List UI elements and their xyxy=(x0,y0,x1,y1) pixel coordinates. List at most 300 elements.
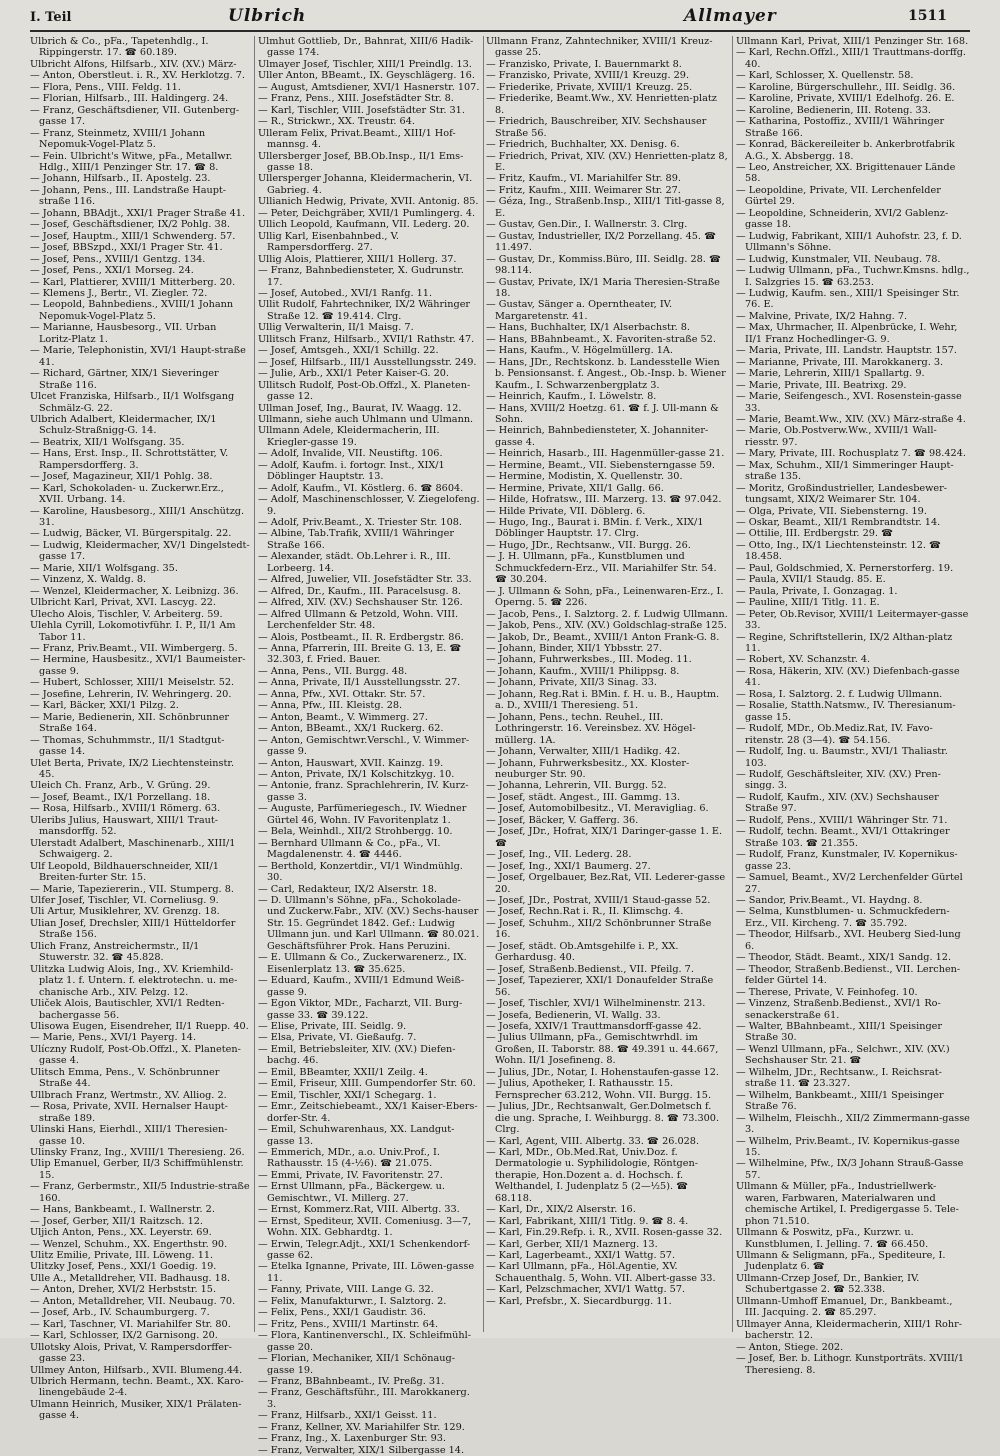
column-divider xyxy=(483,36,484,1332)
directory-entry: — Johanna, Lehrerin, VII. Burgg. 52. xyxy=(486,780,667,792)
directory-entry: — August, Amtsdiener, XVI/1 Hasnerstr. 107. xyxy=(258,81,480,93)
directory-entry: Ulip Emanuel, Gerber, II/3 Schiffmühlenstr. 15. xyxy=(30,1158,244,1181)
directory-entry: — Anton, Beamt., V. Wimmerg. 27. xyxy=(258,711,428,723)
directory-entry: Ullmann, siehe auch Uhlmann und Ulmann. xyxy=(258,413,474,425)
directory-entry: — Friedrich, Buchhalter, XX. Denisg. 6. xyxy=(486,139,680,151)
directory-entry: — Fein. Ulbricht's Witwe, pFa., Metallwr. Hdlg., XIII/1 Penzinger Str. 17. ☎ 8. xyxy=(30,150,233,173)
directory-entry: — Albine, Tab.Trafik, XVIII/1 Währinger Straße 166. xyxy=(258,528,454,551)
directory-entry: — Selma, Kunstblumen- u. Schmuckfedern-Erz., VII. Kircheng. 7. ☎ 35.792. xyxy=(736,906,950,929)
directory-entry: — Karl, Fin.29.Refp. i. R., XVII. Rosen-gasse 32. xyxy=(486,1227,723,1239)
directory-entry: Ulet Berta, Private, IX/2 Liechtensteinstr. 45. xyxy=(30,757,235,780)
directory-entry: — Anna, Private, II/1 Ausstellungsstr. 27. xyxy=(258,677,461,689)
directory-entry: Ulf Leopold, Bildhauerschneider, XII/1 Breiten-furter Str. 15. xyxy=(30,860,219,884)
directory-entry: Ullianich Hedwig, Private, XVII. Antonig. 85. xyxy=(258,196,479,208)
directory-entry: — Josef, städt. Ob.Amtsgehilfe i. P., XX. Gerhardusg. 40. xyxy=(486,940,679,964)
directory-entry: — Johann, Reg.Rat i. BMin. f. H. u. B., Hauptm. a. D., XVIII/1 Theresieng. 51. xyxy=(486,688,720,712)
directory-entry: — Josef, Schuhm., XII/2 Schönbrunner Straße 16. xyxy=(486,917,712,941)
directory-entry: — Anton, Dreher, XVI/2 Herbststr. 15. xyxy=(30,1284,217,1296)
directory-entry: — Walter, BBahnbeamt., XIII/1 Speisinger Straße 30. xyxy=(736,1020,943,1044)
directory-entry: — Josef, Amtsgeh., XXI/1 Schillg. 22. xyxy=(258,345,439,357)
directory-entry: — Karl, Schokoladen- u. Zuckerwr.Erz., XVII. Urbang. 14. xyxy=(30,482,224,506)
directory-entry: — Karl, Prefsbr., X. Siecardburgg. 11. xyxy=(486,1295,672,1307)
directory-entry: — Emmerich, MDr., a.o. Univ.Prof., I. Rathausstr. 15 (4-½6). ☎ 21.075. xyxy=(258,1146,440,1170)
directory-entry: — Marie, Beamt.Ww., XIV. (XV.) März-straße 4. xyxy=(736,413,966,425)
directory-entry: — Anna, Pfarrerin, III. Breite G. 13, E. ☎ 32.303, f. Fried. Bauer. xyxy=(258,643,462,666)
directory-entry: — Oskar, Beamt., XII/1 Rembrandtstr. 14. xyxy=(736,517,941,529)
directory-entry: — Alexander, städt. Ob.Lehrer i. R., III. Lorbeerg. 14. xyxy=(258,551,451,574)
directory-entry: — Rosalie, Statth.Natsmw., IV. Theresianum-gasse 15. xyxy=(736,700,956,723)
directory-entry: — Johann, Pens., III. Landstraße Haupt-straße 116. xyxy=(30,184,227,208)
directory-entry: — Karl, Rechn.Offzl., XIII/1 Trauttmans-dorffg. 40. xyxy=(736,47,966,70)
directory-entry: — Jakob, Pens., XIV. (XV.) Goldschlag-straße 125. xyxy=(486,620,727,632)
directory-entry: — Hans, JDr., Rechtskonz. b. Landesstelle Wien b. Pensionsanst. f. Angest., Ob.-Insp. b. Wiener Kaufm., I. Schwarzenbergplatz 3. xyxy=(486,356,726,391)
directory-entry: — Adolf, Kaufm., VI. Köstlerg. 6. ☎ 8604. xyxy=(258,482,464,494)
directory-entry: — Erwin, Telegr.Adjt., XXI/1 Schenkendorf-gasse 62. xyxy=(258,1238,471,1262)
directory-entry: — Max, Schuhm., XII/1 Simmeringer Haupt-straße 135. xyxy=(736,459,954,483)
directory-entry: Ulmann Heinrich, Musiker, XIX/1 Prälaten-gasse 4. xyxy=(30,1398,242,1422)
directory-entry: — Heinrich, Bahnbediensteter, X. Johanniter-gasse 4. xyxy=(486,425,709,448)
directory-entry: Uleribs Julius, Hauswart, XIII/1 Traut-mansdorffg. 52. xyxy=(30,814,219,838)
directory-entry: Ulbricht Karl, Privat, XVI. Lascyg. 22. xyxy=(30,597,217,609)
directory-entry: — Klemens J., Bertr., VI. Ziegler. 72. xyxy=(30,287,208,299)
directory-entry: — Karl, Gerber, XII/1 Maznerg. 13. xyxy=(486,1238,658,1250)
directory-entry: — Peter, Deichgräber, XVII/1 Pumlingerg. 4. xyxy=(258,207,476,219)
directory-entry: — Karl, Bäcker, XXI/1 Pilzg. 2. xyxy=(30,700,179,712)
column-3 xyxy=(486,36,728,1332)
directory-entry: — Adolf, Maschinenschlosser, V. Ziegelofeng. 9. xyxy=(258,494,480,517)
directory-entry: — Josefa, Bedienerin, VI. Wallg. 33. xyxy=(486,1009,661,1021)
directory-entry: — Franz, Hilfsarb., XXI/1 Geisst. 11. xyxy=(258,1410,437,1422)
directory-entry: — Hermine, Beamt., VII. Siebensterngasse 59. xyxy=(486,459,715,471)
directory-entry: Ullich Leopold, Kaufmann, VII. Lederg. 20. xyxy=(258,219,470,231)
directory-entry: — Wenzl Ullmann, pFa., Selchwr., XIV. (XV.) Sechshauser Str. 21. ☎ xyxy=(736,1043,950,1067)
directory-entry: — Josef, Tischler, XVI/1 Wilhelminenstr. 213. xyxy=(486,998,706,1010)
directory-entry: — Karl, Schlosser, X. Quellenstr. 58. xyxy=(736,70,914,82)
directory-entry: — Franz, Kellner, XV. Mariahilfer Str. 129. xyxy=(258,1421,465,1433)
directory-entry: — Ludwig, Kaufm. sen., XIII/1 Speisinger Str. 76. E. xyxy=(736,287,960,311)
directory-entry: — Heinrich, Kaufm., I. Löwelstr. 8. xyxy=(486,391,657,403)
directory-entry: Uller Anton, BBeamt., IX. Geyschlägerg. 16. xyxy=(258,70,475,82)
directory-entry: — Jacob, Pens., I. Salztorg. 2. f. Ludwig Ullmann. xyxy=(486,608,728,620)
directory-entry: — Karl, MDr., Ob.Med.Rat, Univ.Doz. f. Dermatologie u. Syphilidologie, Röntgen-therapie, Hon.Dozent a. d. Hochsch. f. Welthandel, I. Judenplatz 5 (2—½5). ☎ 68.118. xyxy=(486,1146,698,1204)
directory-entry: — Hans, BBahnbeamt., X. Favoriten-straße 52. xyxy=(486,333,716,345)
directory-entry: — Friederike, Beamt.Ww., XV. Henrietten-platz 8. xyxy=(486,93,717,116)
directory-entry: — Richard, Gärtner, XIX/1 Sieveringer Straße 116. xyxy=(30,368,219,391)
directory-entry: — Moritz, Großindustrieller, Landesbewer-tungsamt, XIX/2 Weimarer Str. 104. xyxy=(736,482,948,506)
directory-entry: — Adolf, Invalide, VII. Neustiftg. 106. xyxy=(258,448,443,460)
directory-entry: Uleich Ch. Franz, Arb., V. Grüng. 29. xyxy=(30,780,211,792)
directory-entry: — Leopoldine, Private, VII. Lerchenfelder Gürtel 29. xyxy=(736,184,941,208)
directory-entry: Ulíczny Rudolf, Post-Ob.Offzl., X. Planeten-gasse 4. xyxy=(30,1043,241,1067)
directory-entry: — J. Ullmann & Sohn, pFa., Leinenwaren-Erz., I. Operng. 5. ☎ 226. xyxy=(486,585,724,609)
directory-entry: — Alois, Postbeamt., II. R. Erdbergstr. 86. xyxy=(258,631,464,643)
directory-entry: — Gustav, Industrieller, IX/2 Porzellang. 45. ☎ 11.497. xyxy=(486,230,717,254)
page-number: 1511 xyxy=(908,8,947,24)
directory-entry: — Wilhelm, Fleischh., XII/2 Zimmermann-gasse 3. xyxy=(736,1112,970,1136)
directory-entry: Ulbricht Alfons, Hilfsarb., XIV. (XV.) März- xyxy=(30,58,237,70)
directory-entry: — Felix, Pens., XXI/1 Gaudistr. 36. xyxy=(258,1307,426,1319)
directory-entry: — Josef, JDr., Hofrat, XIX/1 Daringer-gasse 1. E. ☎ xyxy=(486,826,723,849)
directory-entry: — Hilde, Hofratsw., III. Marzerg. 13. ☎ 97.042. xyxy=(486,494,722,506)
directory-entry: — Josef, Tapezierer, XXI/1 Donaufelder Straße 56. xyxy=(486,975,714,998)
directory-entry: — Johann, Kaufm., XVIII/1 Philippsg. 8. xyxy=(486,665,680,677)
directory-entry: — Florian, Mechaniker, XII/1 Schönaug-gasse 19. xyxy=(258,1353,455,1376)
directory-entry: — Karl, Tischler, VIII. Josefstädter Str. 31. xyxy=(258,104,465,116)
directory-entry: — Rudolf, Kaufm., XIV. (XV.) Sechshauser Straße 97. xyxy=(736,791,939,815)
directory-entry: — E. Ullmann & Co., Zuckerwarenerz., IX. Eisenlerplatz 13. ☎ 35.625. xyxy=(258,952,467,975)
directory-entry: — Karl, Lagerbeamt., XXI/1 Wattg. 57. xyxy=(486,1250,676,1262)
directory-entry: — Ludwig Ullmann, pFa., Tuchwr.Kmsns. hdlg., I. Salzgries 15. ☎ 63.253. xyxy=(736,265,970,288)
directory-entry: — Ludwig, Kleidermacher, XV/1 Dingelstedt-gasse 17. xyxy=(30,539,250,563)
directory-entry: — Marie, Lehrerin, XIII/1 Spallartg. 9. xyxy=(736,368,925,380)
directory-entry: — Hermine, Hausbesitz., XVI/1 Baumeister-gasse 9. xyxy=(30,654,246,677)
directory-entry: — Theodor, Straßenb.Bedienst., VII. Lerchen-felder Gürtel 14. xyxy=(736,963,961,987)
column-divider xyxy=(732,36,733,1332)
directory-entry: — Heinrich, Hasarb., III. Hagenmüller-gasse 21. xyxy=(486,448,725,460)
directory-entry: — Bela, Weinhdl., XII/2 Strohbergg. 10. xyxy=(258,826,453,838)
directory-entry: — Emil, BBeamter, XXII/1 Zeilg. 4. xyxy=(258,1066,428,1078)
directory-entry: — Hans, XVIII/2 Hoetzg. 61. ☎ f. J. Ull-mann & Sohn. xyxy=(486,402,719,425)
directory-entry: Ulehla Cyrill, Lokomotivführ. I. P., II/1 Am Tabor 11. xyxy=(30,620,236,643)
directory-entry: — Emil, Tischler, XXI/1 Schegarg. 1. xyxy=(258,1089,437,1101)
directory-entry: — Wenzel, Schuhm., XX. Engerthstr. 90. xyxy=(30,1238,228,1250)
directory-entry: — Karl, Taschner, VI. Mariahilfer Str. 80. xyxy=(30,1318,231,1330)
directory-entry: Ulecho Alois, Tischler, V. Arbeiterg. 59. xyxy=(30,608,223,620)
directory-entry: — Marianne, Private, III. Marokkanerg. 3. xyxy=(736,356,944,368)
directory-entry: — Josef, Straßenb.Bedienst., VII. Pfeilg. 7. xyxy=(486,963,694,975)
directory-entry: — Hans, Erst. Insp., II. Schrottstätter, V. Rampersdorfferg. 3. xyxy=(30,448,229,471)
directory-entry: — Wilhelm, JDr., Rechtsanw., I. Reichsrat-straße 11. ☎ 23.327. xyxy=(736,1066,942,1090)
directory-entry: Ulerstadt Adalbert, Maschinenarb., XIII/1 Schwaigerg. 2. xyxy=(30,837,236,861)
directory-entry: — Josef, Rechn.Rat i. R., II. Klimschg. 4. xyxy=(486,906,684,918)
directory-entry: Ullmann-Umhoff Emanuel, Dr., Bankbeamt., III. Jacquing. 2. ☎ 85.297. xyxy=(736,1295,953,1319)
directory-entry: — Anton, Private, IX/1 Kolschitzkyg. 10. xyxy=(258,769,455,780)
directory-entry: — Josef, Hilfsarb., III/1 Ausstellungsstr. 249. xyxy=(258,356,477,368)
directory-entry: — Ludwig, Kunstmaler, VII. Neubaug. 78. xyxy=(736,253,941,265)
directory-entry: — Malvine, Private, IX/2 Hahng. 7. xyxy=(736,310,908,322)
directory-entry: — Hans, Bankbeamt., I. Wallnerstr. 2. xyxy=(30,1204,215,1216)
directory-entry: — Anton, Gemischtwr.Verschl., V. Wimmer-gasse 9. xyxy=(258,734,470,758)
directory-entry: Uljich Anton, Pens., XX. Leyerstr. 69. xyxy=(30,1227,212,1239)
directory-entry: — Emil, Friseur, XIII. Gumpendorfer Str. 60. xyxy=(258,1078,476,1090)
directory-entry: — Franz, BBahnbeamt., IV. Preßg. 31. xyxy=(258,1376,445,1388)
directory-entry: — Friedrich, Bauschreiber, XIV. Sechshauser Straße 56. xyxy=(486,116,707,139)
first-entry-heading: Ulbrich xyxy=(228,6,307,26)
directory-entry: — Max, Uhrmacher, II. Alpenbrücke, I. Wehr, II/1 Franz Hochedlinger-G. 9. xyxy=(736,322,958,345)
directory-entry: — Karoline, Bedienerin, III. Roteng. 33. xyxy=(736,104,931,116)
directory-entry: — Josef, Ing., VII. Lederg. 28. xyxy=(486,849,632,861)
directory-entry: — Auguste, Parfümeriegesch., IV. Wiedner Gürtel 46, Wohn. IV Favoritenplatz 1. xyxy=(258,803,467,826)
directory-entry: — Fritz, Pens., XVIII/1 Martinstr. 64. xyxy=(258,1318,439,1330)
directory-entry: — Franz, Geschäftsführ., III. Marokkanerg. 3. xyxy=(258,1387,470,1410)
directory-entry: — Karl, Agent, VIII. Albertg. 33. ☎ 26.028. xyxy=(486,1135,700,1147)
column-1 xyxy=(30,36,250,1422)
directory-entry: — Karoline, Private, XVIII/1 Edelhofg. 26. E. xyxy=(736,93,955,105)
column-divider xyxy=(254,36,255,1332)
directory-entry: — Josef, Ing., XXI/1 Baumerg. 27. xyxy=(486,860,651,872)
directory-entry: — J. H. Ullmann, pFa., Kunstblumen und Schmuckfedern-Erz., VII. Mariahilfer Str. 54. ☎ 30.204. xyxy=(486,551,717,586)
directory-entry: — Berthold, Konzertdir., VI/1 Windmühlg. 30. xyxy=(258,860,463,884)
directory-entry: — Karoline, Bürgerschullehr., III. Seidlg. 36. xyxy=(736,81,956,93)
directory-entry: — Franz, Ing., X. Laxenburger Str. 93. xyxy=(258,1433,446,1445)
directory-entry: — Johann, Fuhrwerksbesitz., XX. Kloster-neuburger Str. 90. xyxy=(486,757,690,780)
directory-entry: — Josef, Beamt., IX/1 Porzellang. 18. xyxy=(30,791,211,803)
directory-entry: — Emil, Schuhwarenhaus, XX. Landgut-gasse 13. xyxy=(258,1124,455,1147)
directory-entry: — Anna, Pens., VII. Burgg. 48. xyxy=(258,665,408,677)
directory-entry: — Flora, Pens., VIII. Feldg. 11. xyxy=(30,81,181,93)
directory-entry: — Josef, Pens., XVIII/1 Gentzg. 134. xyxy=(30,253,206,265)
directory-entry: — Wilhelmine, Pfw., IX/3 Johann Strauß-Gasse 57. xyxy=(736,1158,964,1181)
directory-entry: — Josef, Ber. b. Lithogr. Kunstporträts. XVIII/1 Theresieng. 8. xyxy=(736,1353,965,1376)
directory-entry: Ulmayer Josef, Tischler, XIII/1 Preindlg. 13. xyxy=(258,58,472,70)
directory-entry: — Maria, Private, III. Landstr. Hauptstr. 157. xyxy=(736,345,957,357)
directory-entry: — Egon Viktor, MDr., Facharzt, VII. Burg-gasse 33. ☎ 39.122. xyxy=(258,998,463,1021)
page-header xyxy=(0,0,1000,28)
directory-entry: — Alfred Ullmann & Petzold, Wohn. VIII. Lerchenfelder Str. 48. xyxy=(258,608,459,632)
directory-entry: — Anna, Pfw., XVI. Ottakr. Str. 57. xyxy=(258,688,426,700)
directory-entry: Ullmann-Crzep Josef, Dr., Bankier, IV. Schubertgasse 2. ☎ 52.338. xyxy=(736,1272,920,1296)
directory-entry: — Ludwig, Fabrikant, XIII/1 Auhofstr. 23, f. D. Ullmann's Söhne. xyxy=(736,230,962,254)
directory-entry: Ullitsch Rudolf, Post-Ob.Offzl., X. Planeten-gasse 12. xyxy=(258,379,471,403)
directory-entry: — Fritz, Kaufm., VI. Mariahilfer Str. 89. xyxy=(486,173,681,185)
directory-entry: Ullmayer Anna, Kleidermacherin, XIII/1 Rohr-bacherstr. 12. xyxy=(736,1318,963,1342)
directory-entry: — Karoline, Hausbesorg., XIII/1 Anschützg. 31. xyxy=(30,505,245,529)
directory-entry: — Adolf, Priv.Beamt., X. Triester Str. 108. xyxy=(258,517,462,529)
directory-entry: — Hans, Kaufm., V. Högelmüllerg. 1A. xyxy=(486,345,673,357)
directory-entry: — Hugo, Ing., Baurat i. BMin. f. Verk., XIX/1 Döblinger Hauptstr. 17. Clrg. xyxy=(486,517,704,540)
directory-entry: — Julius, JDr., Notar, I. Hohenstaufen-gasse 12. xyxy=(486,1066,719,1078)
directory-entry: Ullmey Anton, Hilfsarb., XVII. Blumeng.44. xyxy=(30,1364,243,1376)
directory-entry: — Beatrix, XII/1 Wolfsgang. 35. xyxy=(30,436,185,448)
directory-entry: — Pauline, XIII/1 Titlg. 11. E. xyxy=(736,597,880,609)
directory-entry: Ullig Verwalterin, II/1 Maisg. 7. xyxy=(258,322,414,334)
directory-entry: — Anton, Oberstleut. i. R., XV. Herklotzg. 7. xyxy=(30,70,245,82)
directory-entry: — Josef, Autobed., XVI/1 Ranfg. 11. xyxy=(258,287,433,299)
directory-entry: — Julius, Apotheker, I. Rathausstr. 15. Fernsprecher 63.212, Wohn. VII. Burgg. 15. xyxy=(486,1078,712,1101)
directory-entry: — Anton, Hauswart, XVII. Kainzg. 19. xyxy=(258,757,444,769)
directory-entry: — Elise, Private, III. Seidlg. 9. xyxy=(258,1020,407,1032)
directory-entry: — Rosa, Häkerin, XIV. (XV.) Diefenbach-gasse 41. xyxy=(736,665,960,689)
directory-entry: — Rudolf, Geschäftsleiter, XIV. (XV.) Pren-singg. 3. xyxy=(736,769,941,792)
directory-entry: — Rudolf, Franz, Kunstmaler, IV. Kopernikus-gasse 23. xyxy=(736,849,958,872)
directory-entry: — Peter, Ob.Revisor, XVIII/1 Leitermayer-gasse 33. xyxy=(736,608,969,632)
directory-entry: — Sandor, Priv.Beamt., VI. Haydng. 8. xyxy=(736,894,923,906)
directory-entry: — Hermine, Private, XII/1 Gallg. 66. xyxy=(486,482,664,494)
directory-entry: — Hermine, Modistin, X. Quellenstr. 30. xyxy=(486,471,683,483)
directory-entry: — Hugo, JDr., Rechtsanw., VII. Burgg. 26. xyxy=(486,539,691,551)
column-4 xyxy=(736,36,970,1376)
directory-entry: Ulbrich Hermann, techn. Beamt., XX. Karo-linengebäude 2-4. xyxy=(30,1376,244,1399)
directory-entry: — Karl Ullmann, pFa., Höl.Agentie, XV. Schauenthalg. 5, Wohn. VII. Albert-gasse 33. xyxy=(486,1261,716,1284)
directory-entry: — Wilhelm, Bankbeamt., XIII/1 Speisinger Straße 76. xyxy=(736,1089,944,1113)
directory-entry: — Ernst, Kommerz.Rat, VIII. Albertg. 33. xyxy=(258,1204,460,1216)
directory-entry: — Leopoldine, Schneiderin, XVI/2 Gablenz-gasse 18. xyxy=(736,207,949,231)
directory-entry: — Josef, Geschäftsdiener, IX/2 Pohlg. 38. xyxy=(30,219,230,231)
directory-entry: — Olga, Private, VII. Siebensterng. 19. xyxy=(736,505,927,517)
directory-entry: — Karl, Schlosser, IX/2 Garnisong. 20. xyxy=(30,1330,218,1342)
directory-entry: — Marie, Ob.Postverw.Ww., XVIII/1 Wall-riesstr. 97. xyxy=(736,425,937,448)
part-label: I. Teil xyxy=(30,10,72,25)
directory-entry: — Regine, Schriftstellerin, IX/2 Althan-platz 11. xyxy=(736,631,953,655)
directory-entry: — Johann, Binder, XII/1 Ybbsstr. 27. xyxy=(486,643,663,655)
directory-entry: — Johann, Fuhrwerksbes., III. Modeg. 11. xyxy=(486,654,692,666)
directory-entry: — Ottilie, III. Erdbergstr. 29. ☎ xyxy=(736,528,894,540)
column-2 xyxy=(258,36,480,1456)
directory-entry: Ullbrach Franz, Wertmstr., XV. Alliog. 2. xyxy=(30,1089,227,1101)
directory-entry: — Marie, Seifengesch., XVI. Rosenstein-gasse 33. xyxy=(736,391,962,414)
directory-entry: — Felix, Manufakturwr., I. Salztorg. 2. xyxy=(258,1295,447,1307)
directory-entry: — Gustav, Sänger a. Operntheater, IV. Margaretenstr. 41. xyxy=(486,299,673,322)
directory-entry: — Gustav, Gen.Dir., I. Wallnerstr. 3. Clrg. xyxy=(486,219,688,231)
header-rule xyxy=(30,30,970,32)
directory-entry: Ulinski Hans, Eierhdl., XIII/1 Theresien-gasse 10. xyxy=(30,1124,228,1147)
directory-entry: Ulitz Emilie, Private, III. Löweng. 11. xyxy=(30,1250,214,1262)
directory-entry: Ullig Karl, Eisenbahnbed., V. Rampersdorfferg. 27. xyxy=(258,230,399,254)
directory-entry: — Ernst Ullmann, pFa., Bäckergew. u. Gemischtwr., VI. Millerg. 27. xyxy=(258,1181,445,1204)
directory-entry: — Karl, Plattierer, XVIII/1 Mitterberg. 20. xyxy=(30,276,236,288)
directory-entry: — Josef, Pens., XXI/1 Morseg. 24. xyxy=(30,265,194,277)
directory-entry: — Otto, Ing., IX/1 Liechtensteinstr. 12. ☎ 18.458. xyxy=(736,539,942,563)
directory-entry: Ulich Franz, Anstreichermstr., II/1 Stuwerstr. 32. ☎ 45.828. xyxy=(30,940,200,964)
directory-entry: — Marie, Tapeziererin., VII. Stumperg. 8. xyxy=(30,883,234,895)
directory-entry: Ulfer Josef, Tischler, VI. Corneliusg. 9. xyxy=(30,894,219,906)
directory-entry: — Josef, JDr., Postrat, XVIII/1 Staud-gasse 52. xyxy=(486,894,711,906)
directory-entry: — Rudolf, Pens., XVIII/1 Währinger Str. 71. xyxy=(736,814,948,826)
directory-entry: — Leo, Anstreicher, XX. Brigittenauer Lände 58. xyxy=(736,161,956,185)
directory-entry: Ullmann & Müller, pFa., Industriellwerk-waren, Farbwaren, Materialwaren und chemische Artikel, I. Predigergasse 5. Tele-phon 71.510. xyxy=(736,1181,959,1227)
directory-entry: Ulitzky Josef, Pens., XXI/1 Goedig. 19. xyxy=(30,1261,217,1273)
directory-entry: — Franzisko, Private, XVIII/1 Kreuzg. 29. xyxy=(486,70,690,82)
directory-entry: — Josefa, XXIV/1 Trauttmansdorff-gasse 42. xyxy=(486,1020,702,1032)
directory-entry: — Fritz, Kaufm., XIII. Weimarer Str. 27. xyxy=(486,184,681,196)
directory-entry: — Alfred, Dr., Kaufm., III. Paracelsusg. 8. xyxy=(258,585,461,597)
directory-entry: Ullersperger Johanna, Kleidermacherin, VI. Gabrieg. 4. xyxy=(258,173,473,196)
directory-entry: — Bernhard Ullmann & Co., pFa., VI. Magdalenenstr. 4. ☎ 4446. xyxy=(258,837,441,861)
directory-entry: Ulinsky Franz, Ing., XVIII/1 Theresieng. 26. xyxy=(30,1146,245,1158)
directory-entry: — Marie, XII/1 Wolfsgang. 35. xyxy=(30,562,178,574)
directory-entry: — Johann, Verwalter, XIII/1 Hadikg. 42. xyxy=(486,746,681,758)
last-entry-heading: Allmayer xyxy=(684,6,777,26)
directory-entry: — Anton, Metalldreher, VII. Neubaug. 70. xyxy=(30,1295,236,1307)
directory-entry: — Vinzenz, Straßenb.Bedienst., XVI/1 Ro-senackerstraße 61. xyxy=(736,998,941,1021)
directory-entry: — Josef, städt. Angest., III. Gammg. 13. xyxy=(486,791,681,803)
directory-entry: — Johann, BBAdjt., XXI/1 Prager Straße 41. xyxy=(30,207,246,219)
directory-entry: Uliček Alois, Bautischler, XVI/1 Redten-bachergasse 56. xyxy=(30,998,225,1021)
directory-entry: — Franz, Gerbermstr., XII/5 Industrie-straße 160. xyxy=(30,1181,250,1204)
directory-entry: Uli Artur, Musiklehrer, XV. Grenzg. 18. xyxy=(30,906,220,918)
directory-entry: — Franz, Verwalter, XIX/1 Silbergasse 14. xyxy=(258,1444,465,1456)
directory-entry: — Anton, BBeamt., XX/1 Ruckerg. 62. xyxy=(258,723,444,735)
directory-entry: Ullmann & Seligmann, pFa., Spediteure, I. Judenplatz 6. ☎ xyxy=(736,1250,946,1273)
directory-entry: — Ludwig, Bäcker, VI. Bürgerspitalg. 22. xyxy=(30,528,232,540)
directory-entry: Ulmhut Gottlieb, Dr., Bahnrat, XIII/6 Hadik-gasse 174. xyxy=(258,36,474,59)
directory-entry: — Franzisko, Private, I. Bauernmarkt 8. xyxy=(486,58,682,70)
directory-entry: — Josef, Automobilbesitz., VI. Meravigliag. 6. xyxy=(486,803,709,815)
directory-entry: — Franz, Bahnbediensteter, X. Gudrunstr. 17. xyxy=(258,265,464,288)
directory-entry: Ulitzka Ludwig Alois, Ing., XV. Kriemhild-platz 1. f. Untern. f. elektrotechn. u. me-chanische Arb., XIV. Pelzg. 12. xyxy=(30,963,238,998)
directory-entry: — Mary, Private, III. Rochusplatz 7. ☎ 98.424. xyxy=(736,448,966,460)
directory-entry: — Vinzenz, X. Waldg. 8. xyxy=(30,574,147,586)
directory-entry: — Paula, XVII/1 Staudg. 85. E. xyxy=(736,574,886,586)
directory-entry: Ulle A., Metalldreher, VII. Badhausg. 18. xyxy=(30,1272,231,1284)
directory-entry: — Leopold, Bahnbediens., XVIII/1 Johann Nepomuk-Vogel-Platz 5. xyxy=(30,299,234,322)
directory-entry: — Rudolf, Ing. u. Baumstr., XVI/1 Thaliastr. 103. xyxy=(736,746,948,769)
directory-entry: — Fanny, Private, VIII. Lange G. 32. xyxy=(258,1284,434,1296)
directory-entry: — Carl, Redakteur, IX/2 Alserstr. 18. xyxy=(258,883,437,895)
directory-entry: — Katharina, Postoffiz., XVIII/1 Währinger Straße 166. xyxy=(736,116,945,139)
directory-entry: — Karl, Dr., XIX/2 Alserstr. 16. xyxy=(486,1204,636,1216)
directory-entry: Ullmann Franz, Zahntechniker, XVIII/1 Kreuz-gasse 25. xyxy=(486,36,713,59)
directory-entry: Ullmann & Poswitz, pFa., Kurzwr. u. Kunstblumen, I. Jelling. 7. ☎ 66.450. xyxy=(736,1227,929,1250)
directory-entry: — Elsa, Private, VI. Gießaufg. 7. xyxy=(258,1032,417,1044)
directory-entry: — Marianne, Hausbesorg., VII. Urban Loritz-Platz 1. xyxy=(30,322,217,345)
directory-entry: Ullersberger Josef, BB.Ob.Insp., II/1 Ems-gasse 18. xyxy=(258,150,464,173)
directory-entry: — Karl, Pelzschmacher, XVI/1 Wattg. 57. xyxy=(486,1284,686,1296)
directory-entry: — Josef, Arb., IV. Schaumburgerg. 7. xyxy=(30,1307,210,1319)
directory-entry: — Hans, Buchhalter, IX/1 Alserbachstr. 8. xyxy=(486,322,690,334)
directory-entry: — Julius Ullmann, pFa., Gemischtwrhdl. im Großen, II. Taborstr. 88. ☎ 49.391 u. 44.667, Wohn. II/1 Josefineng. 8. xyxy=(486,1032,719,1067)
directory-entry: — Franz, Pens., XIII. Josefstädter Str. 8. xyxy=(258,93,454,105)
directory-entry: — Alfred, Juwelier, VII. Josefstädter Str. 33. xyxy=(258,574,472,586)
directory-entry: — Gustav, Dr., Kommiss.Büro, III. Seidlg. 28. ☎ 98.114. xyxy=(486,253,722,277)
directory-entry: — Wenzel, Kleidermacher, X. Leibnizg. 36. xyxy=(30,585,239,597)
directory-entry: — Marie, Bedienerin, XII. Schönbrunner Straße 164. xyxy=(30,711,230,735)
directory-entry: — Josef, Bäcker, V. Gafferg. 36. xyxy=(486,814,639,826)
directory-entry: — Therese, Private, V. Feinhofeg. 10. xyxy=(736,986,918,998)
directory-entry: — Adolf, Kaufm. i. fortogr. Inst., XIX/1 Döblinger Hauptstr. 13. xyxy=(258,459,445,483)
directory-entry: — Josef, Gerber, XII/1 Raitzsch. 12. xyxy=(30,1215,203,1227)
directory-entry: Ulcet Franziska, Hilfsarb., II/1 Wolfsgang Schmälz-G. 22. xyxy=(30,391,235,414)
directory-entry: — Jakob, Dr., Beamt., XVIII/1 Anton Frank-G. 8. xyxy=(486,631,720,643)
directory-entry: — Gustav, Private, IX/1 Maria Theresien-Straße 18. xyxy=(486,276,720,299)
directory-entry: — Julius, JDr., Rechtsanwalt, Ger.Dolmetsch f. die ung. Sprache, I. Weihburgg. 8. ☎ 73.300. Clrg. xyxy=(486,1101,720,1136)
directory-entry: Ullman Josef, Ing., Baurat, IV. Waagg. 12. xyxy=(258,402,462,414)
directory-entry: Ulleram Felix, Privat.Beamt., XIII/1 Hof-mannsg. 4. xyxy=(258,127,456,151)
directory-entry: — Johann, Hilfsarb., II. Apostelg. 23. xyxy=(30,173,211,185)
directory-entry: — Paula, Private, I. Gonzagag. 1. xyxy=(736,585,898,597)
directory-entry: Ulian Josef, Drechsler, XIII/1 Hütteldorfer Straße 156. xyxy=(30,917,236,941)
directory-entry: — Rosa, Hilfsarb., XVIII/1 Römerg. 63. xyxy=(30,803,221,815)
directory-entry: — Franz, Steinmetz, XVIII/1 Johann Nepomuk-Vogel-Platz 5. xyxy=(30,127,206,151)
directory-entry: — Rudolf, techn. Beamt., XVI/1 Ottakringer Straße 103. ☎ 21.355. xyxy=(736,826,950,849)
directory-entry: — Franz, Geschäftsdiener, VII. Gutenberg-gasse 17. xyxy=(30,104,240,128)
directory-entry: — R., Strickwr., XX. Treustr. 64. xyxy=(258,116,415,128)
directory-entry: — Julie, Arb., XXI/1 Peter Kaiser-G. 20. xyxy=(258,368,450,380)
directory-entry: — Theodor, Hilfsarb., XVI. Heuberg Sied-lung 6. xyxy=(736,929,961,952)
directory-entry: — Emr., Zeitschiebeamt., XX/1 Kaiser-Ebers-dorfer-Str. 4. xyxy=(258,1101,478,1124)
directory-entry: — Emil, Betriebsleiter, XIV. (XV.) Diefen-bachg. 46. xyxy=(258,1043,456,1067)
directory-entry: — Marie, Private, III. Beatrixg. 29. xyxy=(736,379,907,391)
directory-entry: Ullit Rudolf, Fahrtechniker, IX/2 Währinger Straße 12. ☎ 19.414. Clrg. xyxy=(258,299,471,322)
directory-entry: — Thomas, Schuhmmstr., II/1 Stadtgut-gasse 14. xyxy=(30,734,225,758)
directory-entry: — Rosa, I. Salztorg. 2. f. Ludwig Ullmann. xyxy=(736,688,943,700)
directory-entry: — Géza, Ing., Straßenb.Insp., XIII/1 Titl-gasse 8, E. xyxy=(486,196,725,219)
directory-entry: Ulbrich & Co., pFa., Tapetenhdlg., I. Rippingerstr. 17. ☎ 60.189. xyxy=(30,36,209,59)
directory-entry: — Wilhelm, Priv.Beamt., IV. Kopernikus-gasse 15. xyxy=(736,1135,960,1158)
directory-entry: Ulbrich Adalbert, Kleidermacher, IX/1 Schulz-Straßnigg-G. 14. xyxy=(30,413,217,437)
directory-entry: — Alfred, XIV. (XV.) Sechshauser Str. 126. xyxy=(258,597,463,609)
directory-entry: — Konrad, Bäckereileiter b. Ankerbrotfabrik A.G., X. Absbergg. 18. xyxy=(736,139,955,162)
directory-entry: — Karl, Fabrikant, XIII/1 Titlg. 9. ☎ 8. 4. xyxy=(486,1215,689,1227)
directory-entry: — Antonie, franz. Sprachlehrerin, IV. Kurz-gasse 3. xyxy=(258,780,469,803)
directory-entry: — Friedrich, Privat, XIV. (XV.) Henrietten-platz 8, E. xyxy=(486,150,728,173)
directory-entry: — Marie, Pens., XVI/1 Payerg. 14. xyxy=(30,1032,197,1044)
directory-entry: — Florian, Hilfsarb., III. Haldingerg. 24. xyxy=(30,93,229,105)
directory-entry: — Johann, Pens., techn. Reuhel., III. Lothringerstr. 16. Vereinsbez. XV. Högel-müllerg. 1A. xyxy=(486,711,696,746)
directory-entry: Ullig Alois, Plattierer, XIII/1 Hollerg. 37. xyxy=(258,253,457,265)
directory-entry: — Friederike, Private, XVIII/1 Kreuzg. 25. xyxy=(486,81,693,93)
directory-entry: — Johann, Private, XII/3 Sinag. 33. xyxy=(486,677,657,689)
